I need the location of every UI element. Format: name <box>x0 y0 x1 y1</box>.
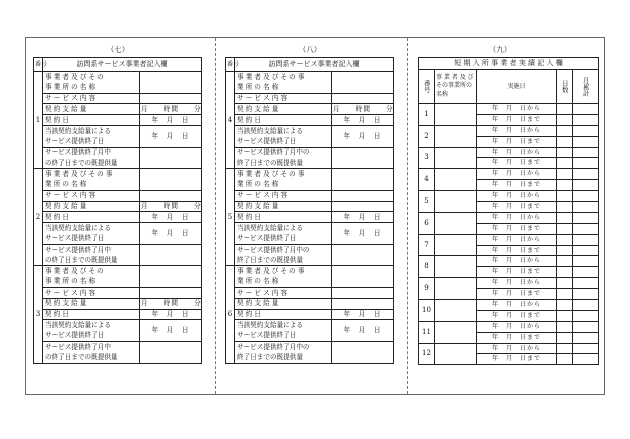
page-title-8: （八） <box>298 45 322 54</box>
field-label: 契 約 日 <box>235 115 332 126</box>
field-value[interactable] <box>332 298 394 309</box>
field-label: の終了日までの既提供量 <box>43 255 140 266</box>
date-from[interactable]: 年 月 日から <box>477 234 557 245</box>
field-label: 事 業 所 の 名 称 <box>43 82 140 93</box>
total-cell[interactable] <box>573 343 599 354</box>
date-from[interactable]: 年 月 日から <box>477 278 557 289</box>
field-label: サービス提供終了日 <box>43 233 140 244</box>
row-number: 1 <box>34 72 43 169</box>
days-cell[interactable] <box>557 300 573 311</box>
col-number: 番号 <box>419 70 435 104</box>
field-label: サービス提供終了日 <box>43 136 140 147</box>
total-cell[interactable] <box>573 223 599 234</box>
date-to[interactable]: 年 月 日まで <box>477 289 557 300</box>
end-date-value[interactable]: 年 月 日 <box>332 125 394 147</box>
row-number: 9 <box>419 278 435 300</box>
field-label: 契 約 支 給 量 <box>43 298 140 309</box>
days-cell[interactable] <box>557 310 573 321</box>
row-number: 4 <box>226 72 235 169</box>
col-name: 事 業 者 及 び その事業所の名称 <box>435 70 477 104</box>
field-label: サ ー ビ ス 内 容 <box>235 287 332 298</box>
field-value[interactable] <box>140 190 202 201</box>
provider-name[interactable] <box>435 104 477 126</box>
days-cell[interactable] <box>557 180 573 191</box>
total-cell[interactable] <box>573 234 599 245</box>
field-label: 契 約 支 給 量 <box>43 201 140 212</box>
field-label: 事 業 所 の 名 称 <box>43 277 140 288</box>
field-value[interactable] <box>332 179 394 190</box>
field-label: 事 業 者 及 び そ の <box>43 72 140 83</box>
end-date-value[interactable]: 年 月 日 <box>332 320 394 342</box>
provider-name[interactable] <box>435 191 477 213</box>
field-label: 契 約 支 給 量 <box>235 201 332 212</box>
end-date-value[interactable]: 年 月 日 <box>140 320 202 342</box>
total-cell[interactable] <box>573 332 599 343</box>
field-label: 当該契約支給量による <box>235 320 332 331</box>
date-to[interactable]: 年 月 日まで <box>477 267 557 278</box>
row-number: 8 <box>419 256 435 278</box>
row-number: 6 <box>419 212 435 234</box>
field-label: サービス提供終了月中 <box>43 244 140 255</box>
field-value[interactable]: 年 月 日 <box>140 115 202 126</box>
provider-name[interactable] <box>435 343 477 365</box>
field-value[interactable] <box>332 277 394 288</box>
total-cell[interactable] <box>573 256 599 267</box>
field-label: 契 約 日 <box>43 115 140 126</box>
field-label: サ ー ビ ス 内 容 <box>235 190 332 201</box>
provider-name[interactable] <box>435 278 477 300</box>
date-to[interactable]: 年 月 日まで <box>477 202 557 213</box>
field-value[interactable] <box>332 341 394 352</box>
field-value[interactable] <box>140 82 202 93</box>
field-label: 契 約 日 <box>235 309 332 320</box>
field-value[interactable]: 年 月 日 <box>140 309 202 320</box>
field-label: 事 業 者 及 び そ の 事 <box>235 266 332 277</box>
row-number: 6 <box>226 266 235 363</box>
days-cell[interactable] <box>557 114 573 125</box>
field-label: サービス提供終了日 <box>235 233 332 244</box>
days-cell[interactable] <box>557 289 573 300</box>
days-cell[interactable] <box>557 354 573 365</box>
end-date-value[interactable]: 年 月 日 <box>140 223 202 245</box>
row-number: 2 <box>34 169 43 266</box>
field-label: の終了日までの既提供量 <box>43 158 140 169</box>
date-to[interactable]: 年 月 日まで <box>477 354 557 365</box>
date-from[interactable]: 年 月 日から <box>477 191 557 202</box>
total-cell[interactable] <box>573 202 599 213</box>
field-label: サ ー ビ ス 内 容 <box>235 93 332 104</box>
date-from[interactable]: 年 月 日から <box>477 212 557 223</box>
field-label: 事 業 者 及 び そ の 事 <box>235 169 332 180</box>
days-cell[interactable] <box>557 125 573 136</box>
field-label: 契 約 日 <box>235 212 332 223</box>
end-date-value[interactable]: 年 月 日 <box>140 125 202 147</box>
days-cell[interactable] <box>557 332 573 343</box>
end-date-value[interactable]: 年 月 日 <box>332 223 394 245</box>
field-value[interactable] <box>332 244 394 255</box>
field-value[interactable]: 年 月 日 <box>332 115 394 126</box>
row-number: 4 <box>419 169 435 191</box>
field-value[interactable]: 年 月 日 <box>332 212 394 223</box>
field-label: 契 約 支 給 量 <box>235 298 332 309</box>
field-value[interactable] <box>140 277 202 288</box>
date-from[interactable]: 年 月 日から <box>477 169 557 180</box>
row-number: 11 <box>419 321 435 343</box>
days-cell[interactable] <box>557 158 573 169</box>
days-cell[interactable] <box>557 343 573 354</box>
field-value[interactable]: 月 時間 分 <box>141 299 202 308</box>
date-from[interactable]: 年 月 日から <box>477 256 557 267</box>
panel8-table <box>225 57 394 364</box>
field-value[interactable] <box>140 341 202 352</box>
provider-name[interactable] <box>435 234 477 256</box>
field-label: サービス提供終了月中 <box>43 341 140 352</box>
panel9-table <box>418 57 599 365</box>
field-label: 事 業 者 及 び そ の 事 <box>43 169 140 180</box>
days-cell[interactable] <box>557 191 573 202</box>
header-number: 番号 <box>34 58 43 72</box>
field-label: の終了日までの既提供量 <box>43 352 140 363</box>
header-title: 短 期 入 所 事 業 者 実 績 記 入 欄 <box>419 58 599 70</box>
header-number: 番号 <box>226 58 235 72</box>
field-value[interactable]: 月 時間 分 <box>333 104 394 113</box>
total-cell[interactable] <box>573 169 599 180</box>
total-cell[interactable] <box>573 114 599 125</box>
field-label: 終了日までの既提供量 <box>235 352 332 363</box>
row-number: 2 <box>419 125 435 147</box>
header-title: 訪問系サービス事業者記入欄 <box>43 58 202 72</box>
field-label: 終了日までの既提供量 <box>235 255 332 266</box>
days-cell[interactable] <box>557 202 573 213</box>
provider-name[interactable] <box>435 300 477 322</box>
total-cell[interactable] <box>573 212 599 223</box>
total-cell[interactable] <box>573 321 599 332</box>
total-cell[interactable] <box>573 289 599 300</box>
provider-name[interactable] <box>435 147 477 169</box>
field-value[interactable] <box>140 244 202 255</box>
row-number: 1 <box>419 104 435 126</box>
days-cell[interactable] <box>557 147 573 158</box>
row-number: 10 <box>419 300 435 322</box>
field-label: サ ー ビ ス 内 容 <box>43 287 140 298</box>
field-value[interactable]: 年 月 日 <box>332 309 394 320</box>
field-value[interactable] <box>140 158 202 169</box>
total-cell[interactable] <box>573 278 599 289</box>
field-value[interactable] <box>332 255 394 266</box>
total-cell[interactable] <box>573 180 599 191</box>
days-cell[interactable] <box>557 212 573 223</box>
days-cell[interactable] <box>557 104 573 115</box>
total-cell[interactable] <box>573 136 599 147</box>
days-cell[interactable] <box>557 223 573 234</box>
field-value[interactable] <box>332 190 394 201</box>
field-value[interactable] <box>332 158 394 169</box>
field-label: 当該契約支給量による <box>235 223 332 234</box>
field-label: 契 約 支 給 量 <box>235 104 332 115</box>
field-value[interactable]: 月 時間 分 <box>141 202 202 211</box>
field-label: 当該契約支給量による <box>235 125 332 136</box>
field-value[interactable] <box>332 287 394 298</box>
field-value[interactable] <box>332 82 394 93</box>
total-cell[interactable] <box>573 104 599 115</box>
date-from[interactable]: 年 月 日から <box>477 125 557 136</box>
field-value[interactable] <box>140 287 202 298</box>
date-to[interactable]: 年 月 日まで <box>477 158 557 169</box>
page-title-7: （七） <box>106 45 130 54</box>
field-label: サービス提供終了月中 <box>43 147 140 158</box>
days-cell[interactable] <box>557 169 573 180</box>
field-label: サ ー ビ ス 内 容 <box>43 93 140 104</box>
days-cell[interactable] <box>557 234 573 245</box>
field-label: 業 所 の 名 称 <box>235 179 332 190</box>
total-cell[interactable] <box>573 125 599 136</box>
field-label: 終了日までの既提供量 <box>235 158 332 169</box>
days-cell[interactable] <box>557 245 573 256</box>
field-label: サービス提供終了日 <box>235 136 332 147</box>
total-cell[interactable] <box>573 310 599 321</box>
date-from[interactable]: 年 月 日から <box>477 300 557 311</box>
row-number: 12 <box>419 343 435 365</box>
total-cell[interactable] <box>573 245 599 256</box>
field-label: サービス提供終了月中の <box>235 341 332 352</box>
field-value[interactable]: 年 月 日 <box>140 212 202 223</box>
date-to[interactable]: 年 月 日まで <box>477 332 557 343</box>
row-number: 5 <box>226 169 235 266</box>
field-label: 契 約 日 <box>43 309 140 320</box>
page-divider <box>215 38 216 394</box>
field-label: サ ー ビ ス 内 容 <box>43 190 140 201</box>
days-cell[interactable] <box>557 136 573 147</box>
date-to[interactable]: 年 月 日まで <box>477 114 557 125</box>
row-number: 7 <box>419 234 435 256</box>
field-label: サービス提供終了日 <box>43 331 140 342</box>
field-value[interactable] <box>140 352 202 363</box>
field-value[interactable] <box>140 266 202 277</box>
total-cell[interactable] <box>573 147 599 158</box>
field-label: 契 約 支 給 量 <box>43 104 140 115</box>
total-cell[interactable] <box>573 191 599 202</box>
row-number: 3 <box>34 266 43 363</box>
page-title-9: （九） <box>488 45 512 54</box>
date-to[interactable]: 年 月 日まで <box>477 136 557 147</box>
field-value[interactable] <box>332 352 394 363</box>
field-value[interactable] <box>140 179 202 190</box>
provider-name[interactable] <box>435 125 477 147</box>
date-to[interactable]: 年 月 日まで <box>477 245 557 256</box>
field-value[interactable] <box>332 93 394 104</box>
col-date: 実施日 <box>477 70 557 104</box>
field-value[interactable] <box>332 169 394 180</box>
field-label: 事 業 者 及 び そ の <box>43 266 140 277</box>
field-value[interactable] <box>140 72 202 83</box>
field-value[interactable] <box>332 147 394 158</box>
header-title: 訪問系サービス事業者記入欄 <box>235 58 394 72</box>
panel7-table <box>33 57 202 364</box>
date-to[interactable]: 年 月 日まで <box>477 310 557 321</box>
days-cell[interactable] <box>557 267 573 278</box>
field-label: サービス提供終了月中の <box>235 147 332 158</box>
field-value[interactable] <box>140 169 202 180</box>
field-label: 業 所 の 名 称 <box>235 277 332 288</box>
field-label: 事 業 者 及 び そ の 事 <box>235 72 332 83</box>
field-label: 契 約 日 <box>43 212 140 223</box>
field-value[interactable] <box>140 255 202 266</box>
total-cell[interactable] <box>573 300 599 311</box>
field-label: 当該契約支給量による <box>43 125 140 136</box>
provider-name[interactable] <box>435 212 477 234</box>
field-label: 業 所 の 名 称 <box>235 82 332 93</box>
row-number: 3 <box>419 147 435 169</box>
field-value[interactable] <box>140 147 202 158</box>
date-from[interactable]: 年 月 日から <box>477 321 557 332</box>
col-total: 月累計 <box>573 70 599 104</box>
field-value[interactable] <box>332 201 394 212</box>
provider-name[interactable] <box>435 321 477 343</box>
field-label: サービス提供終了月中の <box>235 244 332 255</box>
date-to[interactable]: 年 月 日まで <box>477 223 557 234</box>
field-label: 当該契約支給量による <box>43 320 140 331</box>
total-cell[interactable] <box>573 267 599 278</box>
field-label: 業 所 の 名 称 <box>43 179 140 190</box>
field-value[interactable] <box>332 72 394 83</box>
provider-name[interactable] <box>435 169 477 191</box>
days-cell[interactable] <box>557 256 573 267</box>
field-label: 当該契約支給量による <box>43 223 140 234</box>
total-cell[interactable] <box>573 354 599 365</box>
days-cell[interactable] <box>557 321 573 332</box>
date-to[interactable]: 年 月 日まで <box>477 180 557 191</box>
field-value[interactable] <box>332 266 394 277</box>
days-cell[interactable] <box>557 278 573 289</box>
field-value[interactable] <box>140 93 202 104</box>
field-value[interactable]: 月 時間 分 <box>141 104 202 113</box>
field-label: サービス提供終了日 <box>235 331 332 342</box>
date-from[interactable]: 年 月 日から <box>477 147 557 158</box>
page-divider <box>407 38 408 394</box>
col-days: 日数 <box>557 70 573 104</box>
row-number: 5 <box>419 191 435 213</box>
provider-name[interactable] <box>435 256 477 278</box>
date-from[interactable]: 年 月 日から <box>477 104 557 115</box>
total-cell[interactable] <box>573 158 599 169</box>
date-from[interactable]: 年 月 日から <box>477 343 557 354</box>
